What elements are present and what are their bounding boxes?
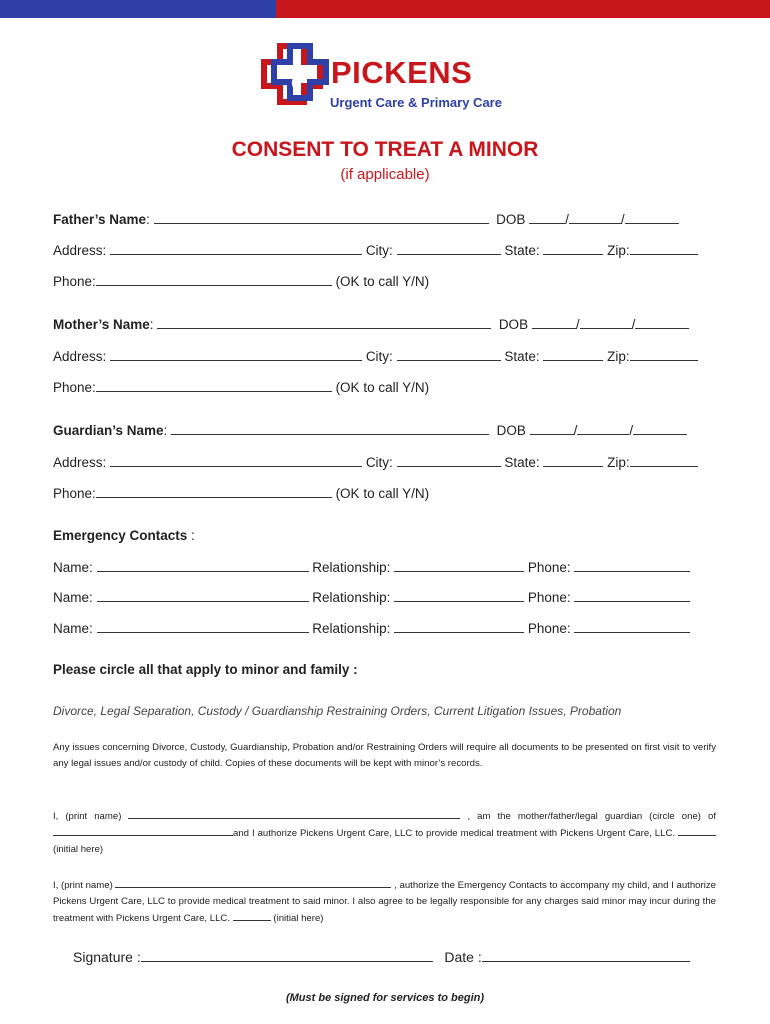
father-ok-to-call: (OK to call Y/N) — [335, 274, 430, 289]
emergency-name-field[interactable] — [97, 559, 309, 572]
father-phone-row — [53, 273, 429, 290]
emergency-name-label: Name: — [53, 621, 93, 636]
emergency-phone-label: Phone: — [527, 621, 571, 636]
guardian-name-field[interactable] — [171, 422, 489, 435]
guardian-dob-label: DOB — [496, 423, 526, 438]
emergency-relationship-field[interactable] — [394, 620, 524, 633]
guardian-ok-to-call: (OK to call Y/N) — [335, 486, 430, 501]
father-state-label: State: — [504, 243, 540, 258]
mother-address-field[interactable] — [110, 348, 362, 361]
guardian-city-field[interactable] — [397, 454, 501, 467]
emergency-relationship-label: Relationship: — [312, 590, 391, 605]
auth2-text-3: (initial here) — [270, 913, 324, 924]
father-phone-field[interactable] — [96, 273, 332, 286]
guardian-address-row — [53, 454, 698, 471]
top-bar-red — [276, 0, 770, 18]
mother-zip-field[interactable] — [630, 348, 698, 361]
guardian-zip-field[interactable] — [630, 454, 698, 467]
father-dob-year-field[interactable] — [625, 211, 679, 224]
mother-dob-month-field[interactable] — [532, 316, 576, 329]
guardian-dob-month-field[interactable] — [530, 422, 574, 435]
emergency-relationship-field[interactable] — [394, 559, 524, 572]
mother-phone-label: Phone: — [53, 380, 96, 395]
auth1-text-2: , am the mother/father/legal guardian (circle one) of — [460, 811, 716, 822]
emergency-contacts-heading-suffix: : — [187, 528, 195, 543]
mother-name-row: Mother’s Name: DOB / / — [53, 316, 689, 333]
father-name-row: Father’s Name: DOB / / — [53, 211, 679, 228]
emergency-contacts-heading — [53, 528, 195, 544]
circle-options[interactable]: Divorce, Legal Separation, Custody / Guardianship Restraining Orders, Current Litigation Issues, Probation — [53, 704, 622, 718]
form-title: CONSENT TO TREAT A MINOR — [231, 138, 539, 161]
emergency-name-field[interactable] — [97, 589, 309, 602]
date-field[interactable] — [482, 949, 690, 962]
auth1-initial-field[interactable] — [678, 825, 716, 836]
guardian-name-row: Guardian’s Name: DOB / / — [53, 422, 687, 439]
emergency-contact-row — [53, 620, 690, 637]
auth2-text-1: I, (print name) — [53, 880, 116, 891]
father-name-field[interactable] — [154, 211, 489, 224]
auth1-text-4: (initial here) — [53, 844, 104, 855]
mother-phone-row — [53, 379, 429, 396]
signature-row — [73, 948, 690, 966]
mother-ok-to-call: (OK to call Y/N) — [335, 380, 430, 395]
emergency-phone-field[interactable] — [574, 620, 690, 633]
auth2-text-2: , authorize the Emergency Contacts to accompany my child, and I authorize Pickens Urgent Care, LLC to provide medical treatment to said minor. I also agree to be legally responsible for any charges said minor may incur during the treatment with Pickens Urgent Care, LLC. — [53, 880, 716, 924]
mother-address-label: Address: — [53, 349, 107, 364]
mother-state-label: State: — [504, 349, 540, 364]
auth1-print-name-field[interactable] — [128, 808, 460, 819]
auth1-text-3: and I authorize Pickens Urgent Care, LLC to provide medical treatment with Pickens Urgent Care, LLC. — [233, 828, 678, 839]
emergency-name-field[interactable] — [97, 620, 309, 633]
mother-city-label: City: — [365, 349, 393, 364]
father-dob-label: DOB — [496, 212, 526, 227]
father-city-field[interactable] — [397, 242, 501, 255]
footer-note: (Must be signed for services to begin) — [285, 992, 485, 1004]
mother-dob-label: DOB — [498, 317, 529, 332]
mother-name-field[interactable] — [157, 316, 491, 329]
guardian-phone-field[interactable] — [96, 485, 332, 498]
mother-zip-label: Zip: — [607, 349, 630, 364]
emergency-contacts-heading-text: Emergency Contacts — [53, 528, 188, 543]
emergency-phone-field[interactable] — [574, 589, 690, 602]
mother-state-field[interactable] — [543, 348, 603, 361]
auth1-text-1: I, (print name) — [53, 811, 129, 822]
father-city-label: City: — [365, 243, 393, 258]
form-subtitle: (if applicable) — [340, 166, 430, 183]
mother-dob-year-field[interactable] — [635, 316, 689, 329]
mother-dob-day-field[interactable] — [580, 316, 632, 329]
guardian-state-label: State: — [504, 455, 540, 470]
father-dob-month-field[interactable] — [529, 211, 565, 224]
guardian-phone-row — [53, 485, 429, 502]
auth2-print-name-field[interactable] — [115, 877, 391, 888]
guardian-dob-year-field[interactable] — [633, 422, 687, 435]
auth1-minor-name-field[interactable] — [53, 825, 233, 836]
mother-address-row — [53, 348, 698, 365]
guardian-name-label: Guardian’s Name — [53, 423, 164, 438]
guardian-phone-label: Phone: — [53, 486, 96, 501]
emergency-authorization-paragraph — [53, 877, 716, 927]
emergency-name-label: Name: — [53, 590, 93, 605]
brand-name: PICKENS — [331, 55, 473, 90]
guardian-state-field[interactable] — [543, 454, 603, 467]
treatment-authorization-paragraph — [53, 808, 716, 858]
brand-tagline: Urgent Care & Primary Care — [330, 95, 502, 110]
auth2-initial-field[interactable] — [233, 910, 271, 921]
father-address-label: Address: — [53, 243, 107, 258]
legal-issues-paragraph: Any issues concerning Divorce, Custody, Guardianship, Probation and/or Restraining Orders will require all documents to be presented on first visit to verify any legal issues and/or custody of child. Copies of these documents will be kept with minor’s records. — [53, 742, 716, 769]
signature-field[interactable] — [141, 949, 433, 962]
guardian-address-label: Address: — [53, 455, 107, 470]
guardian-address-field[interactable] — [110, 454, 362, 467]
signature-label: Signature : — [73, 949, 141, 965]
father-zip-field[interactable] — [630, 242, 698, 255]
emergency-phone-label: Phone: — [527, 560, 571, 575]
mother-phone-field[interactable] — [96, 379, 332, 392]
father-dob-day-field[interactable] — [569, 211, 621, 224]
father-phone-label: Phone: — [53, 274, 96, 289]
guardian-city-label: City: — [365, 455, 393, 470]
mother-name-label: Mother’s Name — [53, 317, 150, 332]
top-bar-blue — [0, 0, 276, 18]
emergency-relationship-field[interactable] — [394, 589, 524, 602]
circle-heading: Please circle all that apply to minor and family : — [53, 662, 358, 677]
emergency-contact-row — [53, 589, 690, 606]
emergency-relationship-label: Relationship: — [312, 621, 391, 636]
guardian-dob-day-field[interactable] — [577, 422, 629, 435]
top-color-bar — [0, 0, 770, 18]
emergency-contact-row — [53, 559, 690, 576]
father-zip-label: Zip: — [607, 243, 630, 258]
guardian-zip-label: Zip: — [607, 455, 630, 470]
emergency-phone-label: Phone: — [527, 590, 571, 605]
father-state-field[interactable] — [543, 242, 603, 255]
father-address-row — [53, 242, 698, 259]
father-address-field[interactable] — [110, 242, 362, 255]
emergency-name-label: Name: — [53, 560, 93, 575]
date-label: Date : — [444, 949, 482, 965]
mother-city-field[interactable] — [397, 348, 501, 361]
father-name-label: Father’s Name — [53, 212, 147, 227]
emergency-phone-field[interactable] — [574, 559, 690, 572]
emergency-relationship-label: Relationship: — [312, 560, 391, 575]
